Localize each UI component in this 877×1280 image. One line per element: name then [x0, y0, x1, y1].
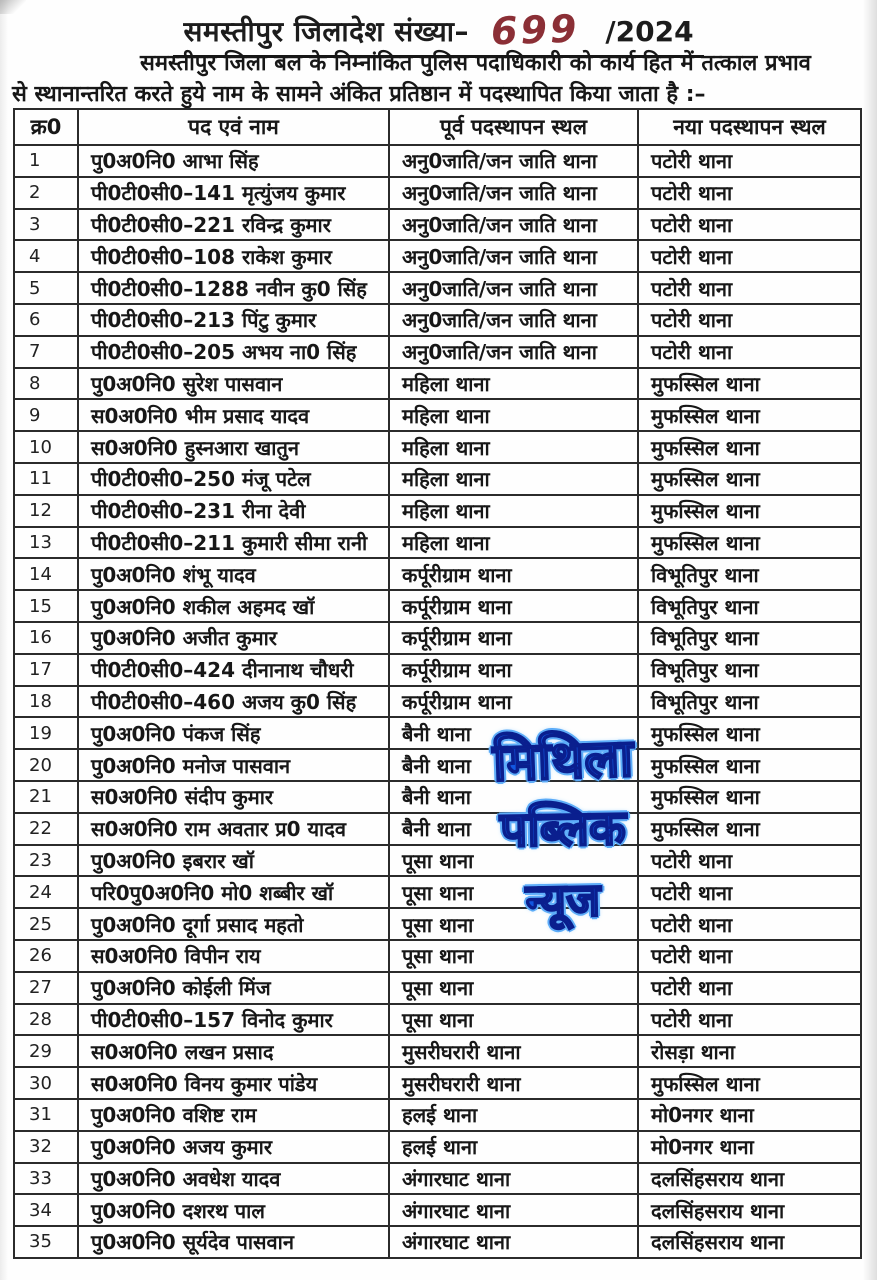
table-row	[14, 686, 861, 718]
serial-cell: 35	[14, 1226, 78, 1258]
table-row	[14, 717, 861, 749]
new-posting-cell: मो0नगर थाना	[638, 1099, 861, 1131]
table-row	[14, 304, 861, 336]
serial-cell: 12	[14, 495, 78, 527]
post-name-cell: पी0टी0सी0–141 मृत्युंजय कुमार	[78, 177, 389, 209]
serial-cell: 24	[14, 876, 78, 908]
previous-posting-cell: मुसरीघरारी थाना	[389, 1067, 638, 1099]
new-posting-cell: पटोरी थाना	[638, 177, 861, 209]
previous-posting-cell: अनु0जाति/जन जाति थाना	[389, 145, 638, 177]
table-row	[14, 272, 861, 304]
previous-posting-cell: पूसा थाना	[389, 1004, 638, 1036]
serial-cell: 3	[14, 209, 78, 241]
serial-cell: 18	[14, 686, 78, 718]
post-name-cell: पु0अ0नि0 सूर्यदेव पासवान	[78, 1226, 389, 1258]
new-posting-cell: मुफस्सिल थाना	[638, 1067, 861, 1099]
new-posting-cell: मुफस्सिल थाना	[638, 368, 861, 400]
previous-posting-cell: महिला थाना	[389, 368, 638, 400]
post-name-cell: स0अ0नि0 राम अवतार प्र0 यादव	[78, 813, 389, 845]
table-row	[14, 813, 861, 845]
serial-cell: 23	[14, 845, 78, 877]
serial-cell: 6	[14, 304, 78, 336]
serial-cell: 28	[14, 1004, 78, 1036]
header-previous-posting: पूर्व पदस्थापन स्थल	[389, 109, 638, 145]
new-posting-cell: मुफस्सिल थाना	[638, 495, 861, 527]
new-posting-cell: मुफस्सिल थाना	[638, 813, 861, 845]
table-row	[14, 1163, 861, 1195]
post-name-cell: पु0अ0नि0 पंकज सिंह	[78, 717, 389, 749]
post-name-cell: पु0अ0नि0 वशिष्ट राम	[78, 1099, 389, 1131]
previous-posting-cell: पूसा थाना	[389, 876, 638, 908]
previous-posting-cell: बैनी थाना	[389, 749, 638, 781]
post-name-cell: परि0पु0अ0नि0 मो0 शब्बीर खॉ	[78, 876, 389, 908]
serial-cell: 19	[14, 717, 78, 749]
header-new-posting: नया पदस्थापन स्थल	[638, 109, 861, 145]
serial-cell: 16	[14, 622, 78, 654]
table-row	[14, 876, 861, 908]
serial-cell: 22	[14, 813, 78, 845]
post-name-cell: पु0अ0नि0 शकील अहमद खॉ	[78, 590, 389, 622]
post-name-cell: पु0अ0नि0 दशरथ पाल	[78, 1194, 389, 1226]
previous-posting-cell: महिला थाना	[389, 527, 638, 559]
previous-posting-cell: पूसा थाना	[389, 940, 638, 972]
previous-posting-cell: बैनी थाना	[389, 717, 638, 749]
new-posting-cell: दलसिंहसराय थाना	[638, 1194, 861, 1226]
new-posting-cell: पटोरी थाना	[638, 209, 861, 241]
new-posting-cell: मुफस्सिल थाना	[638, 463, 861, 495]
header-row	[14, 109, 861, 145]
previous-posting-cell: पूसा थाना	[389, 972, 638, 1004]
table-row	[14, 399, 861, 431]
serial-cell: 11	[14, 463, 78, 495]
table-row	[14, 908, 861, 940]
title-prefix: समस्तीपुर जिलादेश संख्या–	[183, 15, 470, 48]
new-posting-cell: मुफस्सिल थाना	[638, 781, 861, 813]
serial-cell: 15	[14, 590, 78, 622]
serial-cell: 34	[14, 1194, 78, 1226]
transfer-table	[13, 108, 862, 1259]
post-name-cell: स0अ0नि0 संदीप कुमार	[78, 781, 389, 813]
serial-cell: 2	[14, 177, 78, 209]
new-posting-cell: पटोरी थाना	[638, 240, 861, 272]
previous-posting-cell: मुसरीघरारी थाना	[389, 1035, 638, 1067]
new-posting-cell: पटोरी थाना	[638, 336, 861, 368]
new-posting-cell: विभूतिपुर थाना	[638, 654, 861, 686]
serial-cell: 10	[14, 431, 78, 463]
table-row	[14, 336, 861, 368]
previous-posting-cell: अंगारघाट थाना	[389, 1226, 638, 1258]
serial-cell: 17	[14, 654, 78, 686]
transfer-table-body	[14, 145, 861, 1258]
table-row	[14, 431, 861, 463]
new-posting-cell: मुफस्सिल थाना	[638, 717, 861, 749]
table-row	[14, 368, 861, 400]
serial-cell: 4	[14, 240, 78, 272]
new-posting-cell: पटोरी थाना	[638, 972, 861, 1004]
table-row	[14, 527, 861, 559]
previous-posting-cell: कर्पूरीग्राम थाना	[389, 654, 638, 686]
previous-posting-cell: पूसा थाना	[389, 908, 638, 940]
serial-cell: 14	[14, 558, 78, 590]
previous-posting-cell: अंगारघाट थाना	[389, 1163, 638, 1195]
table-row	[14, 1067, 861, 1099]
scan-edge-right	[863, 0, 877, 1280]
post-name-cell: पी0टी0सी0–1288 नवीन कु0 सिंह	[78, 272, 389, 304]
serial-cell: 21	[14, 781, 78, 813]
new-posting-cell: विभूतिपुर थाना	[638, 622, 861, 654]
table-row	[14, 590, 861, 622]
previous-posting-cell: महिला थाना	[389, 463, 638, 495]
post-name-cell: पी0टी0सी0–460 अजय कु0 सिंह	[78, 686, 389, 718]
header-serial: क्र0	[14, 109, 78, 145]
post-name-cell: पु0अ0नि0 अवधेश यादव	[78, 1163, 389, 1195]
table-row	[14, 558, 861, 590]
new-posting-cell: मुफस्सिल थाना	[638, 399, 861, 431]
serial-cell: 8	[14, 368, 78, 400]
previous-posting-cell: कर्पूरीग्राम थाना	[389, 590, 638, 622]
new-posting-cell: रोसड़ा थाना	[638, 1035, 861, 1067]
serial-cell: 1	[14, 145, 78, 177]
previous-posting-cell: बैनी थाना	[389, 781, 638, 813]
serial-cell: 25	[14, 908, 78, 940]
new-posting-cell: दलसिंहसराय थाना	[638, 1226, 861, 1258]
post-name-cell: पु0अ0नि0 मनोज पासवान	[78, 749, 389, 781]
previous-posting-cell: पूसा थाना	[389, 845, 638, 877]
post-name-cell: पी0टी0सी0–108 राकेश कुमार	[78, 240, 389, 272]
table-row	[14, 845, 861, 877]
handwritten-order-number: 699	[490, 6, 581, 54]
table-row	[14, 463, 861, 495]
post-name-cell: पु0अ0नि0 अजीत कुमार	[78, 622, 389, 654]
table-row	[14, 1131, 861, 1163]
previous-posting-cell: बैनी थाना	[389, 813, 638, 845]
serial-cell: 27	[14, 972, 78, 1004]
table-row	[14, 1226, 861, 1258]
previous-posting-cell: महिला थाना	[389, 495, 638, 527]
previous-posting-cell: कर्पूरीग्राम थाना	[389, 558, 638, 590]
serial-cell: 33	[14, 1163, 78, 1195]
serial-cell: 7	[14, 336, 78, 368]
table-row	[14, 622, 861, 654]
post-name-cell: स0अ0नि0 विनय कुमार पांडेय	[78, 1067, 389, 1099]
post-name-cell: स0अ0नि0 लखन प्रसाद	[78, 1035, 389, 1067]
serial-cell: 13	[14, 527, 78, 559]
new-posting-cell: विभूतिपुर थाना	[638, 590, 861, 622]
new-posting-cell: दलसिंहसराय थाना	[638, 1163, 861, 1195]
serial-cell: 31	[14, 1099, 78, 1131]
new-posting-cell: पटोरी थाना	[638, 876, 861, 908]
table-row	[14, 749, 861, 781]
table-row	[14, 177, 861, 209]
post-name-cell: पी0टी0सी0–424 दीनानाथ चौधरी	[78, 654, 389, 686]
watermark-line: पब्लिक	[499, 799, 627, 859]
transfer-table-header	[14, 109, 861, 145]
serial-cell: 29	[14, 1035, 78, 1067]
new-posting-cell: मुफस्सिल थाना	[638, 527, 861, 559]
table-row	[14, 781, 861, 813]
previous-posting-cell: अनु0जाति/जन जाति थाना	[389, 304, 638, 336]
scan-edge-left	[0, 0, 8, 1280]
intro-line-1: समस्तीपुर जिला बल के निम्नांकित पुलिस पदाधिकारी को कार्य हित में तत्काल प्रभाव	[140, 51, 811, 76]
previous-posting-cell: अनु0जाति/जन जाति थाना	[389, 272, 638, 304]
post-name-cell: पी0टी0सी0–157 विनोद कुमार	[78, 1004, 389, 1036]
new-posting-cell: पटोरी थाना	[638, 845, 861, 877]
table-row	[14, 145, 861, 177]
intro-paragraph	[12, 48, 865, 110]
post-name-cell: पी0टी0सी0–231 रीना देवी	[78, 495, 389, 527]
post-name-cell: पु0अ0नि0 सुरेश पासवान	[78, 368, 389, 400]
serial-cell: 20	[14, 749, 78, 781]
previous-posting-cell: कर्पूरीग्राम थाना	[389, 686, 638, 718]
table-row	[14, 940, 861, 972]
post-name-cell: पी0टी0सी0–211 कुमारी सीमा रानी	[78, 527, 389, 559]
table-row	[14, 1194, 861, 1226]
header-post-name: पद एवं नाम	[78, 109, 389, 145]
table-row	[14, 495, 861, 527]
post-name-cell: पु0अ0नि0 आभा सिंह	[78, 145, 389, 177]
table-row	[14, 972, 861, 1004]
title-year: /2024	[605, 15, 694, 48]
post-name-cell: पु0अ0नि0 कोईली मिंज	[78, 972, 389, 1004]
previous-posting-cell: कर्पूरीग्राम थाना	[389, 622, 638, 654]
post-name-cell: पी0टी0सी0–213 पिंटु कुमार	[78, 304, 389, 336]
new-posting-cell: विभूतिपुर थाना	[638, 686, 861, 718]
new-posting-cell: पटोरी थाना	[638, 145, 861, 177]
new-posting-cell: मुफस्सिल थाना	[638, 749, 861, 781]
post-name-cell: स0अ0नि0 विपीन राय	[78, 940, 389, 972]
watermark-line: मिथिला	[491, 728, 634, 794]
table-row	[14, 1099, 861, 1131]
serial-cell: 26	[14, 940, 78, 972]
new-posting-cell: पटोरी थाना	[638, 1004, 861, 1036]
serial-cell: 9	[14, 399, 78, 431]
watermark-line: न्यूज	[525, 872, 601, 928]
previous-posting-cell: हलई थाना	[389, 1131, 638, 1163]
new-posting-cell: विभूतिपुर थाना	[638, 558, 861, 590]
previous-posting-cell: अनु0जाति/जन जाति थाना	[389, 336, 638, 368]
serial-cell: 30	[14, 1067, 78, 1099]
serial-cell: 32	[14, 1131, 78, 1163]
post-name-cell: स0अ0नि0 भीम प्रसाद यादव	[78, 399, 389, 431]
previous-posting-cell: अनु0जाति/जन जाति थाना	[389, 177, 638, 209]
post-name-cell: पु0अ0नि0 दूर्गा प्रसाद महतो	[78, 908, 389, 940]
post-name-cell: पु0अ0नि0 इबरार खॉ	[78, 845, 389, 877]
previous-posting-cell: अनु0जाति/जन जाति थाना	[389, 240, 638, 272]
new-posting-cell: पटोरी थाना	[638, 908, 861, 940]
new-posting-cell: पटोरी थाना	[638, 304, 861, 336]
previous-posting-cell: हलई थाना	[389, 1099, 638, 1131]
table-row	[14, 654, 861, 686]
table-row	[14, 209, 861, 241]
table-row	[14, 1004, 861, 1036]
previous-posting-cell: महिला थाना	[389, 399, 638, 431]
new-posting-cell: पटोरी थाना	[638, 272, 861, 304]
intro-line-2: से स्थानान्तरित करते हुये नाम के सामने अंकित प्रतिष्ठान में पदस्थापित किया जाता है :–	[12, 82, 706, 107]
post-name-cell: पी0टी0सी0–250 मंजू पटेल	[78, 463, 389, 495]
post-name-cell: स0अ0नि0 हुस्नआरा खातुन	[78, 431, 389, 463]
previous-posting-cell: महिला थाना	[389, 431, 638, 463]
table-row	[14, 240, 861, 272]
new-posting-cell: पटोरी थाना	[638, 940, 861, 972]
new-posting-cell: मुफस्सिल थाना	[638, 431, 861, 463]
post-name-cell: पु0अ0नि0 अजय कुमार	[78, 1131, 389, 1163]
serial-cell: 5	[14, 272, 78, 304]
post-name-cell: पी0टी0सी0–205 अभय ना0 सिंह	[78, 336, 389, 368]
table-row	[14, 1035, 861, 1067]
previous-posting-cell: अनु0जाति/जन जाति थाना	[389, 209, 638, 241]
post-name-cell: पी0टी0सी0–221 रविन्द्र कुमार	[78, 209, 389, 241]
previous-posting-cell: अंगारघाट थाना	[389, 1194, 638, 1226]
new-posting-cell: मो0नगर थाना	[638, 1131, 861, 1163]
post-name-cell: पु0अ0नि0 शंभू यादव	[78, 558, 389, 590]
